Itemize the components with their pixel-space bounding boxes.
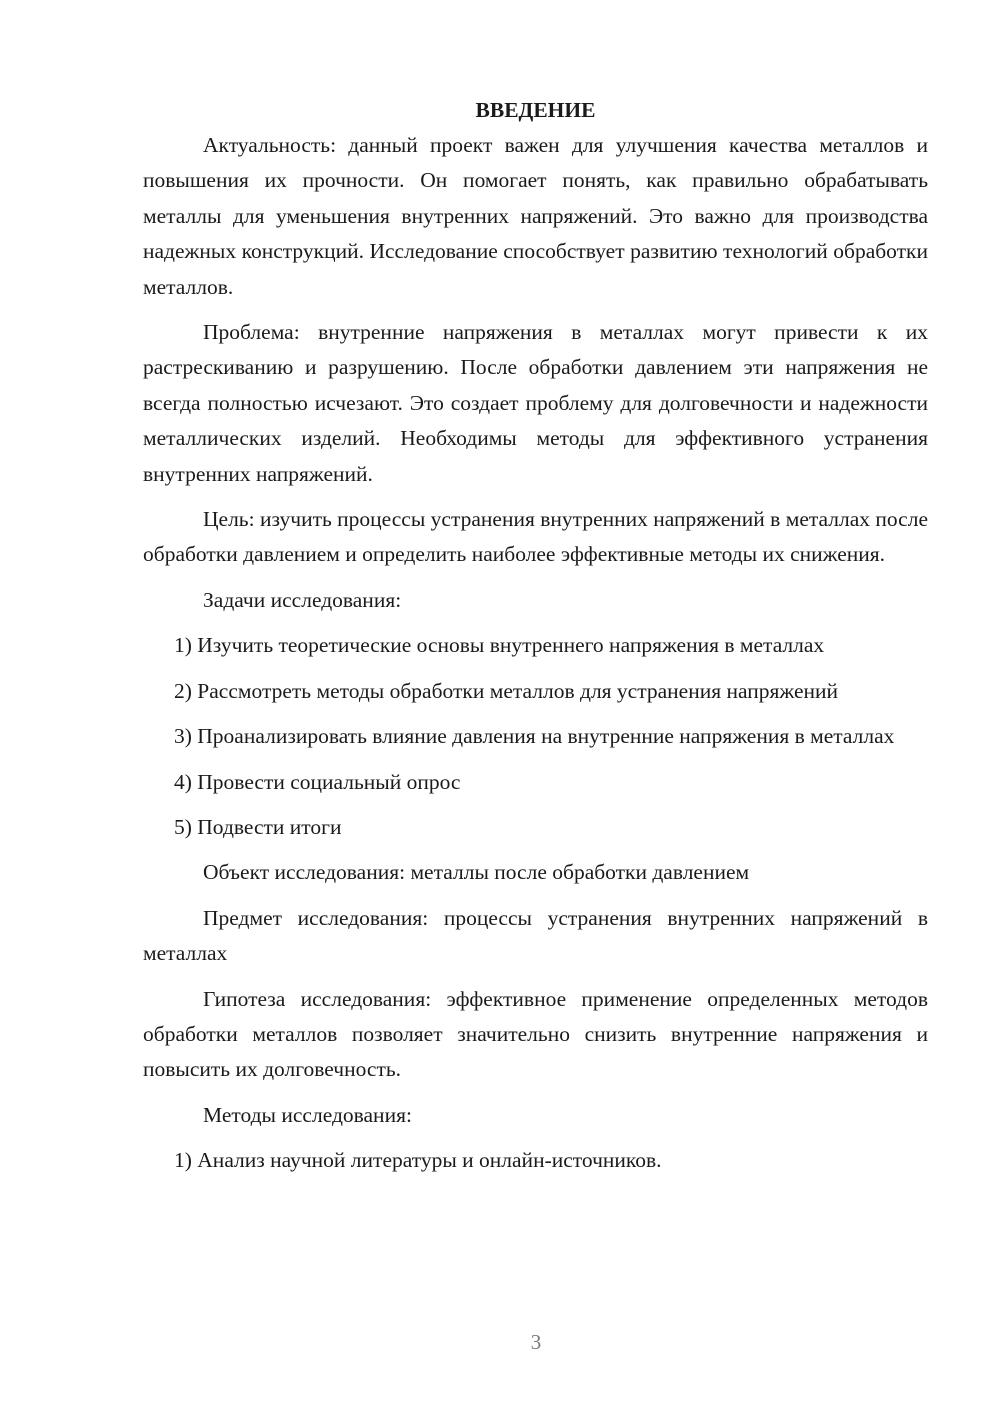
section-heading: ВВЕДЕНИЕ [475, 98, 596, 122]
task-item-2: 2) Рассмотреть методы обработки металлов для устранения напряжений [174, 678, 839, 703]
task-item-3: 3) Проанализировать влияние давления на внутренние напряжения в металлах [174, 724, 895, 749]
task-item-4: 4) Провести социальный опрос [174, 769, 461, 794]
relevance-paragraph: Актуальность: данный проект важен для улучшения качества металлов и повышения их прочности. Он помогает понять, как правильно обрабатывать металлы для уменьшения внутренних напряжений. Это важно для производства надежных конструкций. Исследование способствует развитию технологий обработки металлов. [143, 133, 928, 299]
task-item-1: 1) Изучить теоретические основы внутреннего напряжения в металлах [174, 633, 825, 658]
task-item-5: 5) Подвести итоги [174, 814, 342, 839]
tasks-title: Задачи исследования: [203, 587, 402, 612]
methods-title: Методы исследования: [203, 1102, 412, 1127]
document-page [143, 92, 928, 1189]
hypothesis-paragraph: Гипотеза исследования: эффективное применение определенных методов обработки металлов позволяет значительно снизить внутренние напряжения и повысить их долговечность. [143, 986, 928, 1082]
subject-paragraph: Предмет исследования: процессы устранения внутренних напряжений в металлах [143, 905, 928, 966]
page-number: 3 [530, 1330, 542, 1354]
method-item-1: 1) Анализ научной литературы и онлайн-источников. [174, 1148, 662, 1173]
object-paragraph: Объект исследования: металлы после обработки давлением [203, 860, 750, 885]
problem-paragraph: Проблема: внутренние напряжения в металлах могут привести к их растрескиванию и разрушению. После обработки давлением эти напряжения не всегда полностью исчезают. Это создает проблему для долговечности и надежности металлических изделий. Необходимы методы для эффективного устранения внутренних напряжений. [143, 320, 928, 486]
goal-paragraph: Цель: изучить процессы устранения внутренних напряжений в металлах после обработки давлением и определить наиболее эффективные методы их снижения. [143, 507, 928, 567]
